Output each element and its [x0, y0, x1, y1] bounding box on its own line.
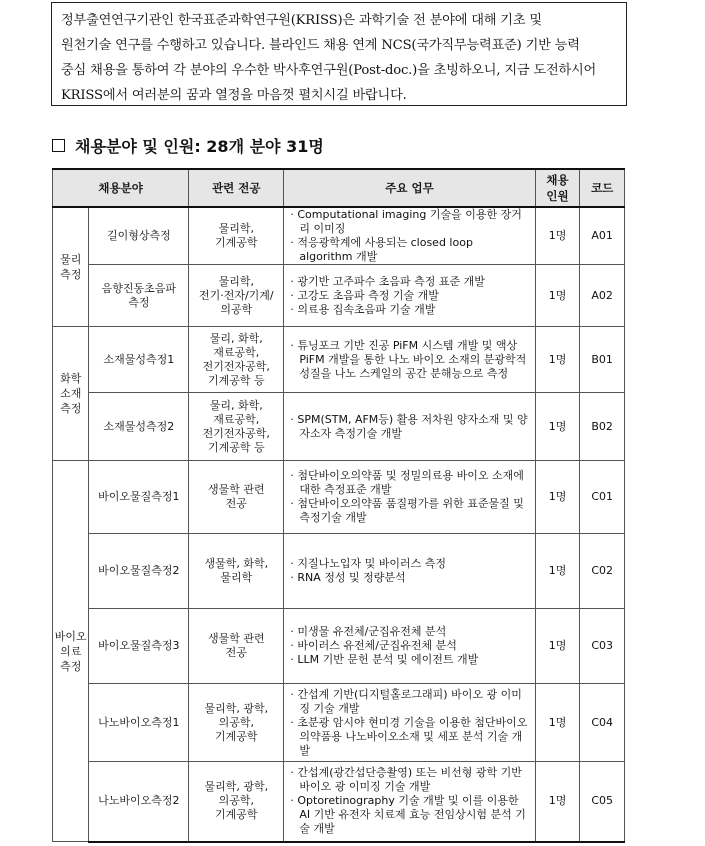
header-count: 채용 인원	[535, 169, 580, 207]
table-row	[53, 609, 625, 684]
duties-cell: · 광기반 고주파수 초음파 측정 표준 개발 · 고강도 초음파 측정 기술 개발 · 의료용 집속초음파 기술 개발	[284, 265, 535, 327]
count-cell: 1명	[535, 461, 580, 534]
duties-cell: · 간섭계(광간섭단층촬영) 또는 비선형 광학 기반 바이오 광 이미징 기술 개발 · Optoretinography 기술 개발 및 이를 이용한 AI 기반 유전자 치료제 효능 전임상시험 분석 기술 개발	[284, 762, 535, 842]
duties-cell: · 튜닝포크 기반 진공 PiFM 시스템 개발 및 액상 PiFM 개발을 통한 나노 바이오 소재의 분광학적 성질을 나노 스케일의 공간 분해능으로 측정	[284, 327, 535, 393]
intro-line: 원천기술 연구를 수행하고 있습니다. 블라인드 채용 연계 NCS(국가직무능력표준) 기반 능력	[61, 38, 580, 53]
code-cell: C04	[580, 684, 625, 762]
table-row	[53, 393, 625, 461]
header-code: 코드	[580, 169, 625, 207]
count-cell: 1명	[535, 393, 580, 461]
table-row	[53, 265, 625, 327]
field-cell: 바이오물질측정3	[89, 609, 189, 684]
table-header-row	[53, 169, 625, 207]
count-cell: 1명	[535, 534, 580, 609]
header-major: 관련 전공	[189, 169, 284, 207]
duties-cell: · 첨단바이오의약품 및 정밀의료용 바이오 소재에 대한 측정표준 개발 · 첨단바이오의약품 품질평가를 위한 표준물질 및 측정기술 개발	[284, 461, 535, 534]
intro-box	[51, 2, 627, 106]
field-cell: 바이오물질측정2	[89, 534, 189, 609]
field-cell: 음향진동초음파 측정	[89, 265, 189, 327]
code-cell: A01	[580, 207, 625, 265]
section-heading	[52, 134, 324, 156]
field-cell: 바이오물질측정1	[89, 461, 189, 534]
major-cell: 물리학, 기계공학	[189, 207, 284, 265]
count-cell: 1명	[535, 609, 580, 684]
table-row	[53, 207, 625, 265]
field-cell: 소재물성측정2	[89, 393, 189, 461]
code-cell: C05	[580, 762, 625, 842]
section-title: 채용분야 및 인원: 28개 분야 31명	[75, 136, 324, 156]
code-cell: C01	[580, 461, 625, 534]
duties-cell: · Computational imaging 기술을 이용한 장거리 이미징 · 적응광학계에 사용되는 closed loop algorithm 개발	[284, 207, 535, 265]
count-cell: 1명	[535, 265, 580, 327]
intro-line: 중심 채용을 통하여 각 분야의 우수한 박사후연구원(Post-doc.)을 초빙하오니, 지금 도전하시어	[61, 63, 597, 78]
count-cell: 1명	[535, 684, 580, 762]
field-cell: 길이형상측정	[89, 207, 189, 265]
table-row	[53, 327, 625, 393]
major-cell: 생물학 관련 전공	[189, 461, 284, 534]
table-row	[53, 684, 625, 762]
category-cell: 물리 측정	[53, 207, 89, 327]
field-cell: 소재물성측정1	[89, 327, 189, 393]
table-row	[53, 762, 625, 842]
header-field: 채용분야	[53, 169, 189, 207]
duties-cell: · 간섭계 기반(디지털홀로그래피) 바이오 광 이미징 기술 개발 · 초분광 암시야 현미경 기술을 이용한 첨단바이오의약품용 나노바이오소재 및 세포 분석 기술 개발	[284, 684, 535, 762]
major-cell: 물리, 화학, 재료공학, 전기전자공학, 기계공학 등	[189, 327, 284, 393]
major-cell: 물리, 화학, 재료공학, 전기전자공학, 기계공학 등	[189, 393, 284, 461]
intro-line: 정부출연연구기관인 한국표준과학연구원(KRISS)은 과학기술 전 분야에 대해 기초 및	[61, 13, 542, 28]
category-cell: 바이오 의료 측정	[53, 461, 89, 842]
code-cell: A02	[580, 265, 625, 327]
major-cell: 물리학, 광학, 의공학, 기계공학	[189, 684, 284, 762]
header-duties: 주요 업무	[284, 169, 535, 207]
count-cell: 1명	[535, 327, 580, 393]
duties-cell: · 지질나노입자 및 바이러스 측정 · RNA 정성 및 정량분석	[284, 534, 535, 609]
duties-cell: · SPM(STM, AFM등) 활용 저차원 양자소재 및 양자소자 측정기술 개발	[284, 393, 535, 461]
field-cell: 나노바이오측정1	[89, 684, 189, 762]
count-cell: 1명	[535, 207, 580, 265]
duties-cell: · 미생물 유전체/군집유전체 분석 · 바이러스 유전체/군집유전체 분석 · LLM 기반 문헌 분석 및 에이전트 개발	[284, 609, 535, 684]
table-row	[53, 534, 625, 609]
checkbox-square-icon	[52, 139, 65, 152]
major-cell: 물리학, 전기·전자/기계/ 의공학	[189, 265, 284, 327]
category-cell: 화학 소재 측정	[53, 327, 89, 461]
count-cell: 1명	[535, 762, 580, 842]
major-cell: 생물학, 화학, 물리학	[189, 534, 284, 609]
code-cell: C03	[580, 609, 625, 684]
field-cell: 나노바이오측정2	[89, 762, 189, 842]
recruitment-table	[52, 168, 625, 843]
code-cell: B02	[580, 393, 625, 461]
major-cell: 생물학 관련 전공	[189, 609, 284, 684]
table-row	[53, 461, 625, 534]
code-cell: B01	[580, 327, 625, 393]
code-cell: C02	[580, 534, 625, 609]
intro-line: KRISS에서 여러분의 꿈과 열정을 마음껏 펼치시길 바랍니다.	[61, 88, 407, 103]
major-cell: 물리학, 광학, 의공학, 기계공학	[189, 762, 284, 842]
